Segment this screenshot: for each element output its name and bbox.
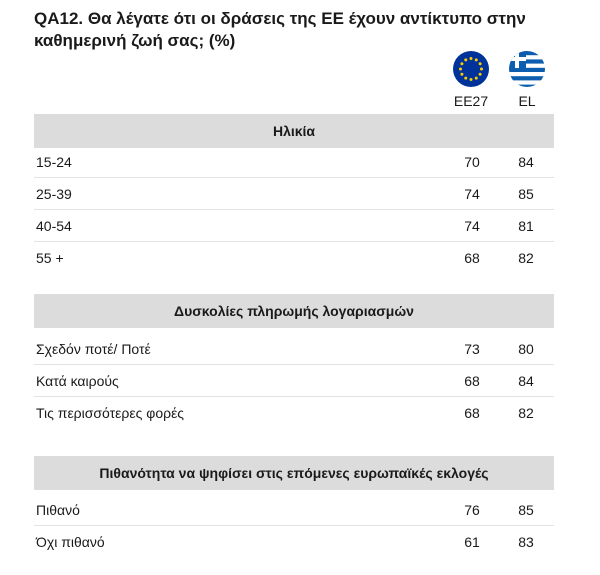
value-eu27: 74 (464, 218, 480, 234)
table-row (34, 526, 554, 557)
table-row (34, 178, 554, 210)
row-label: Σχεδόν ποτέ/ Ποτέ (36, 341, 151, 357)
value-eu27: 68 (464, 405, 480, 421)
table-row (34, 333, 554, 365)
row-label: Κατά καιρούς (36, 373, 119, 389)
value-el: 84 (518, 154, 534, 170)
column-el (502, 50, 552, 109)
value-el: 82 (518, 250, 534, 266)
table-row (34, 397, 554, 428)
table-row (34, 494, 554, 526)
section-header-voting-likelihood: Πιθανότητα να ψηφίσει στις επόμενες ευρωπαϊκές εκλογές (34, 456, 554, 490)
page-title: QA12. Θα λέγατε ότι οι δράσεις της ΕΕ έχουν αντίκτυπο στην καθημερινή ζωή σας; (%) (34, 9, 526, 50)
row-label: 55 + (36, 250, 64, 266)
row-label: Όχι πιθανό (36, 534, 105, 550)
value-el: 84 (518, 373, 534, 389)
column-label-el: EL (518, 93, 536, 109)
table-row (34, 242, 554, 273)
row-label: 15-24 (36, 154, 72, 170)
value-eu27: 68 (464, 373, 480, 389)
row-label: 25-39 (36, 186, 72, 202)
table-row (34, 146, 554, 178)
column-headers (446, 50, 556, 120)
value-el: 85 (518, 186, 534, 202)
value-el: 81 (518, 218, 534, 234)
row-label: Τις περισσότερες φορές (36, 405, 185, 421)
greece-flag-icon (508, 50, 546, 88)
value-eu27: 73 (464, 341, 480, 357)
section-header-bill-payment: Δυσκολίες πληρωμής λογαριασμών (34, 294, 554, 328)
value-el: 80 (518, 341, 534, 357)
value-eu27: 68 (464, 250, 480, 266)
value-eu27: 76 (464, 502, 480, 518)
value-el: 83 (518, 534, 534, 550)
value-el: 82 (518, 405, 534, 421)
table-row (34, 210, 554, 242)
value-eu27: 70 (464, 154, 480, 170)
column-eu27 (446, 50, 496, 109)
table-row (34, 365, 554, 397)
row-label: Πιθανό (36, 502, 80, 518)
eu-flag-icon (452, 50, 490, 88)
value-eu27: 74 (464, 186, 480, 202)
value-eu27: 61 (464, 534, 480, 550)
section-header-age: Ηλικία (34, 114, 554, 148)
value-el: 85 (518, 502, 534, 518)
column-label-eu27: EE27 (453, 93, 489, 109)
row-label: 40-54 (36, 218, 72, 234)
